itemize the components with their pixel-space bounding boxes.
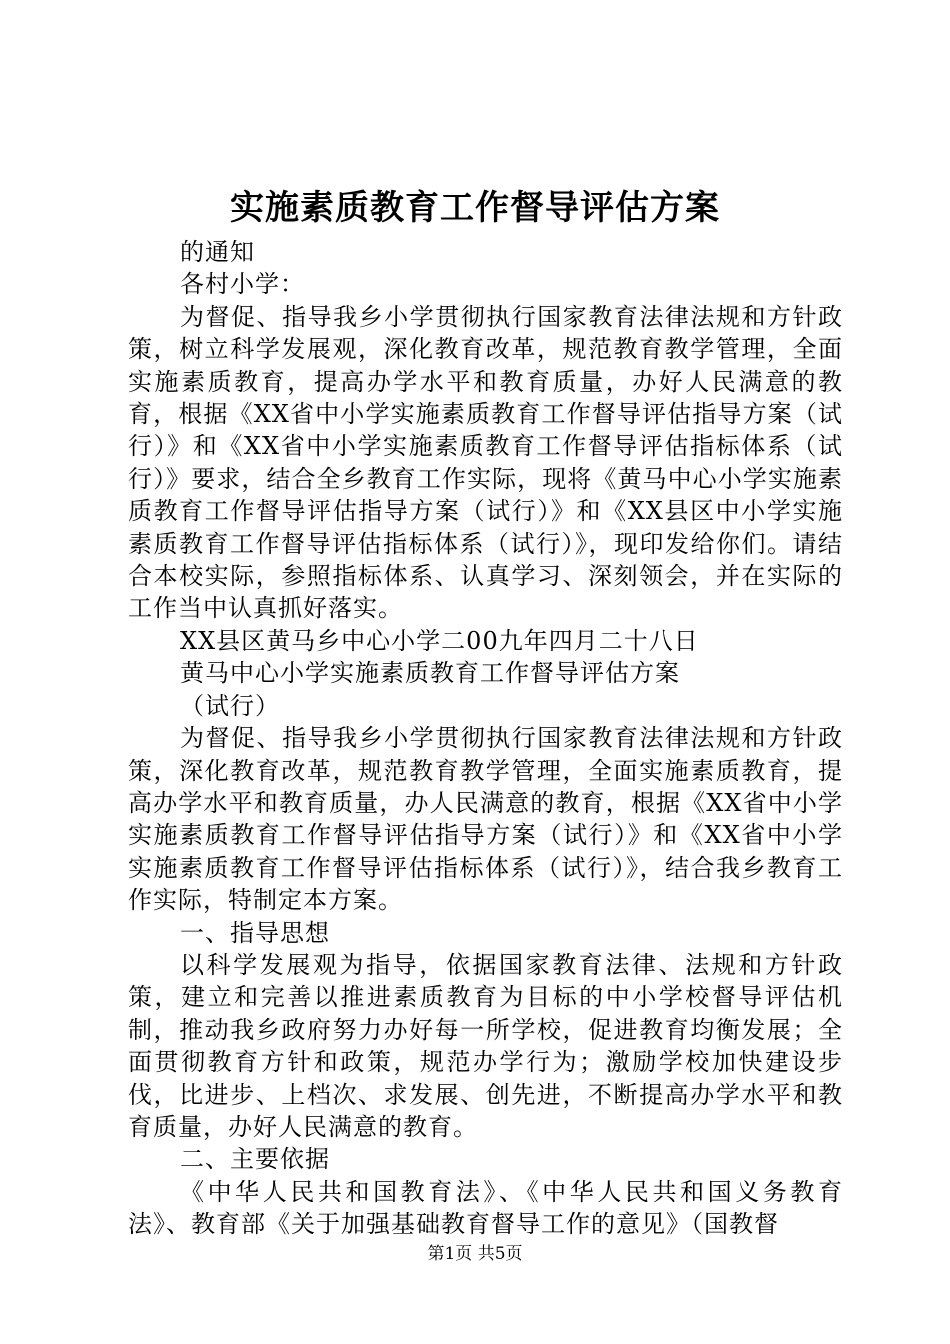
document-body	[128, 236, 843, 1241]
section-heading-guiding-ideology: 一、指导思想	[180, 918, 330, 947]
paragraph-plan-title: 黄马中心小学实施素质教育工作督导评估方案	[180, 659, 680, 688]
paragraph-main-basis: 《中华人民共和国教育法》、《中华人民共和国义务教育法》、教育部《关于加强基础教育督导工作的意见》（国教督	[128, 1177, 843, 1239]
paragraph-plan-intro: 为督促、指导我乡小学贯彻执行国家教育法律法规和方针政策，深化教育改革，规范教育教学管理，全面实施素质教育，提高办学水平和教育质量，办人民满意的教育，根据《XX省中小学实施素质教育工作督导评估指导方案（试行）》和《XX省中小学实施素质教育工作督导评估指标体系（试行）》，结合我乡教育工作实际，特制定本方案。	[128, 724, 843, 915]
paragraph-notice-suffix: 的通知	[180, 238, 255, 266]
section-heading-main-basis: 二、主要依据	[180, 1145, 330, 1174]
page-number: 第1页 共5页	[427, 1244, 523, 1264]
paragraph-trial-note: （试行）	[180, 691, 280, 720]
paragraph-issuer-date: XX县区黄马乡中心小学二00九年四月二十八日	[180, 626, 699, 655]
document-title: 实施素质教育工作督导评估方案	[230, 188, 720, 228]
paragraph-salutation: 各村小学：	[180, 270, 305, 299]
paragraph-guiding-ideology: 以科学发展观为指导，依据国家教育法律、法规和方针政策，建立和完善以推进素质教育为目标的中小学校督导评估机制，推动我乡政府努力办好每一所学校，促进教育均衡发展；全面贯彻教育方针和政策，规范办学行为；激励学校加快建设步伐，比进步、上档次、求发展、创先进，不断提高办学水平和教育质量，办好人民满意的教育。	[128, 950, 843, 1141]
paragraph-notice-body: 为督促、指导我乡小学贯彻执行国家教育法律法规和方针政策，树立科学发展观，深化教育改革，规范教育教学管理，全面实施素质教育，提高办学水平和教育质量，办好人民满意的教育，根据《XX省中小学实施素质教育工作督导评估指导方案（试行）》和《XX省中小学实施素质教育工作督导评估指标体系（试行）》要求，结合全乡教育工作实际，现将《黄马中心小学实施素质教育工作督导评估指导方案（试行）》和《XX县区中小学实施素质教育工作督导评估指标体系（试行）》，现印发给你们。请结合本校实际，参照指标体系、认真学习、深刻领会，并在实际的工作当中认真抓好落实。	[128, 302, 843, 623]
